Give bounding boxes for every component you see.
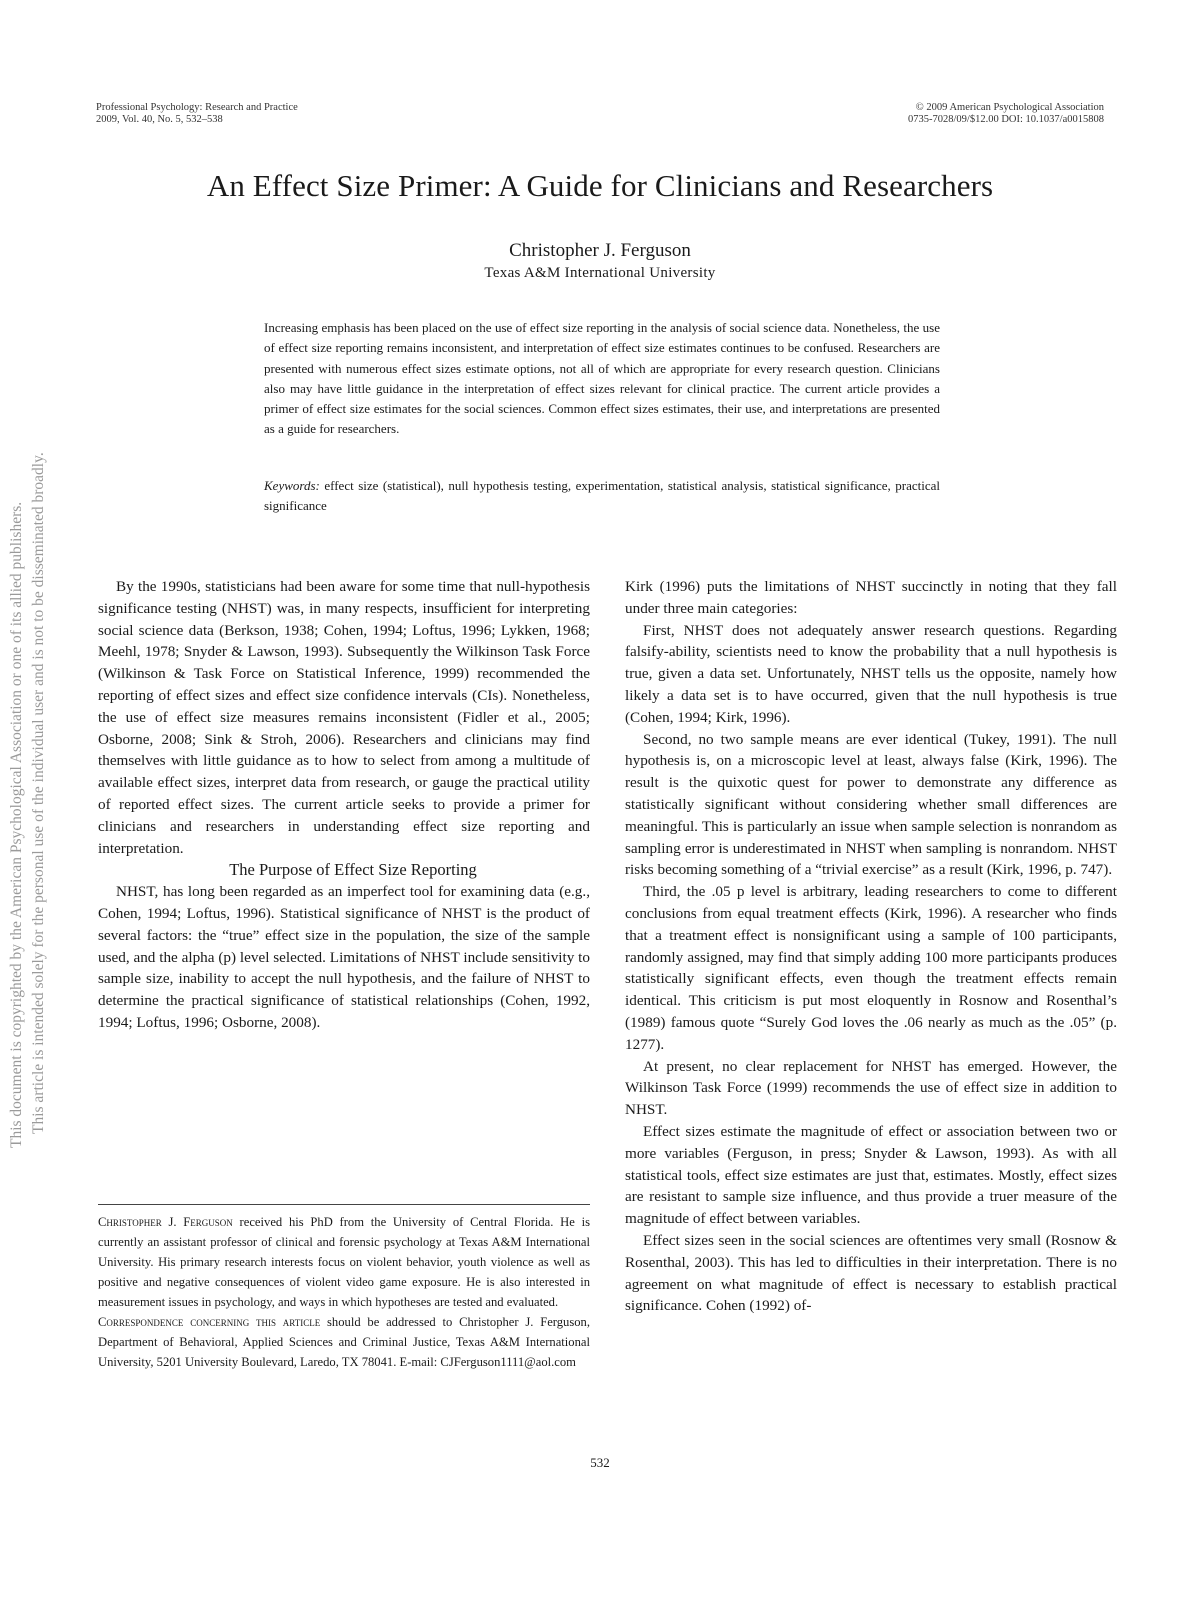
intro-paragraph: By the 1990s, statisticians had been aware for some time that null-hypothesis significance testing (NHST) was, in many respects, insufficient for interpreting social science data (Berkson, 1938; Cohen, 1994; Loftus, 1996; Lykken, 1968; Meehl, 1978; Snyder & Lawson, 1993). Subsequently the Wilkinson Task Force (Wilkinson & Task Force on Statistical Inference, 1999) recommended the reporting of effect sizes and effect size confidence intervals (CIs). Nonetheless, the use of effect size measures remains inconsistent (Fidler et al., 2005; Osborne, 2008; Sink & Stroh, 2006). Researchers and clinicians may find themselves with little guidance as to how to select from among a multitude of available effect sizes, interpret data from research, or gauge the practical utility of reported effect sizes. The current article seeks to provide a primer for clinicians and researchers in understanding effect size reporting and interpretation. xyxy=(98,578,590,857)
page-number: 532 xyxy=(590,1455,610,1470)
keywords-label: Keywords: xyxy=(264,478,320,493)
watermark-line-2: This article is intended solely for the personal use of the individual user and is not to be disseminated broadly. xyxy=(30,452,47,1134)
correspondence-note xyxy=(98,1312,590,1372)
left-column xyxy=(98,576,590,1034)
bio-name: Christopher J. Ferguson xyxy=(98,1215,233,1229)
paragraph-second: Second, no two sample means are ever identical (Tukey, 1991). The null hypothesis is, on a microscopic level at least, always false (Kirk, 1996). The result is the quixotic quest for power to demonstrate any difference as statistically significant without considering whether small differences are meaningful. This is particularly an issue when sample selection is nonrandom as sampling error is underestimated in NHST when sampling is nonrandom. NHST risks becoming something of a “trivial exercise” as a result (Kirk, 1996, p. 747). xyxy=(625,730,1117,879)
bio-text: received his PhD from the University of Central Florida. He is currently an assistant professor of clinical and forensic psychology at Texas A&M International University. His primary research interests focus on violent behavior, youth violence as well as positive and negative consequences of violent video game exposure. He is also interested in measurement issues in psychology, and ways in which hypotheses are tested and evaluated. xyxy=(98,1215,590,1309)
paragraph-kirk: Kirk (1996) puts the limitations of NHST succinctly in noting that they fall under three main categories: xyxy=(625,578,1117,617)
running-header-left xyxy=(96,102,298,126)
copyright-line: © 2009 American Psychological Association xyxy=(915,102,1104,113)
doi-line: 0735-7028/09/$12.00 DOI: 10.1037/a0015808 xyxy=(908,114,1104,125)
section-heading: The Purpose of Effect Size Reporting xyxy=(229,860,477,880)
paragraph-third: Third, the .05 p level is arbitrary, leading researchers to come to different conclusions from equal treatment effects (Kirk, 1996). A researcher who finds that a treatment effect is nonsignificant using a sample of 100 participants, randomly assigned, may find that simply adding 100 more participants produces statistically significant effects, even though the treatment effects remain identical. This criticism is put most eloquently in Rosnow and Rosenthal’s (1989) famous quote “Surely God loves the .06 nearly as much as the .05” (p. 1277). xyxy=(625,883,1117,1053)
keywords xyxy=(264,476,940,516)
bio-note xyxy=(98,1212,590,1312)
abstract: Increasing emphasis has been placed on the use of effect size reporting in the analysis of social science data. Nonetheless, the use of effect size reporting remains inconsistent, and interpretation of effect size estimates continues to be confused. Researchers are presented with numerous effect sizes estimate options, not all of which are appropriate for every research question. Clinicians also may have little guidance in the interpretation of effect sizes relevant for clinical practice. The current article provides a primer of effect size estimates for the social sciences. Common effect sizes estimates, their use, and interpretations are presented as a guide for researchers. xyxy=(264,320,940,437)
watermark-line-1: This document is copyrighted by the American Psychological Association or one of its allied publishers. xyxy=(8,501,25,1148)
purpose-paragraph: NHST, has long been regarded as an imperfect tool for examining data (e.g., Cohen, 1994; Loftus, 1996). Statistical significance of NHST is the product of several factors: the “true” effect size in the population, the size of the sample used, and the alpha (p) level selected. Limitations of NHST include sensitivity to sample size, inability to accept the null hypothesis, and the failure of NHST to determine the practical significance of statistical relationships (Cohen, 1992, 1994; Loftus, 1996; Osborne, 2008). xyxy=(98,883,590,1031)
journal-name: Professional Psychology: Research and Practice xyxy=(96,102,298,113)
author-footnote xyxy=(98,1212,590,1372)
paragraph-small-effects: Effect sizes seen in the social sciences are oftentimes very small (Rosnow & Rosenthal, 2003). This has led to difficulties in their interpretation. There is no agreement on what magnitude of effect is necessary to establish practical significance. Cohen (1992) of- xyxy=(625,1231,1117,1315)
paragraph-at-present: At present, no clear replacement for NHST has emerged. However, the Wilkinson Task Force (1999) recommends the use of effect size in addition to NHST. xyxy=(625,1057,1117,1119)
correspondence-text: should be addressed to Christopher J. Ferguson, Department of Behavioral, Applied Sciences and Criminal Justice, Texas A&M International University, 5201 University Boulevard, Laredo, TX 78041. E-mail: CJFerguson1111@aol.com xyxy=(98,1315,590,1369)
footnote-divider xyxy=(98,1204,590,1205)
running-header-right xyxy=(908,102,1104,126)
paragraph-first: First, NHST does not adequately answer research questions. Regarding falsify-ability, scientists need to know the probability that a null hypothesis is true, given a data set. Unfortunately, NHST tells us the opposite, namely how likely a data set is to have occurred, given that the null hypothesis is true (Cohen, 1994; Kirk, 1996). xyxy=(625,621,1117,726)
keywords-text: effect size (statistical), null hypothesis testing, experimentation, statistical analysis, statistical significance, practical significance xyxy=(264,478,940,513)
volume-line: 2009, Vol. 40, No. 5, 532–538 xyxy=(96,114,223,125)
author-affiliation: Texas A&M International University xyxy=(484,265,716,281)
right-column xyxy=(625,576,1117,1317)
paragraph-effect-sizes: Effect sizes estimate the magnitude of effect or association between two or more variables (Ferguson, in press; Snyder & Lawson, 1993). As with all statistical tools, effect size estimates are just that, estimates. Mostly, effect sizes are resistant to sample size influence, and thus provide a truer measure of the magnitude of effect between variables. xyxy=(625,1122,1117,1228)
article-title: An Effect Size Primer: A Guide for Clinicians and Researchers xyxy=(206,168,994,203)
correspondence-label: Correspondence concerning this article xyxy=(98,1315,321,1329)
author-name: Christopher J. Ferguson xyxy=(509,240,691,261)
